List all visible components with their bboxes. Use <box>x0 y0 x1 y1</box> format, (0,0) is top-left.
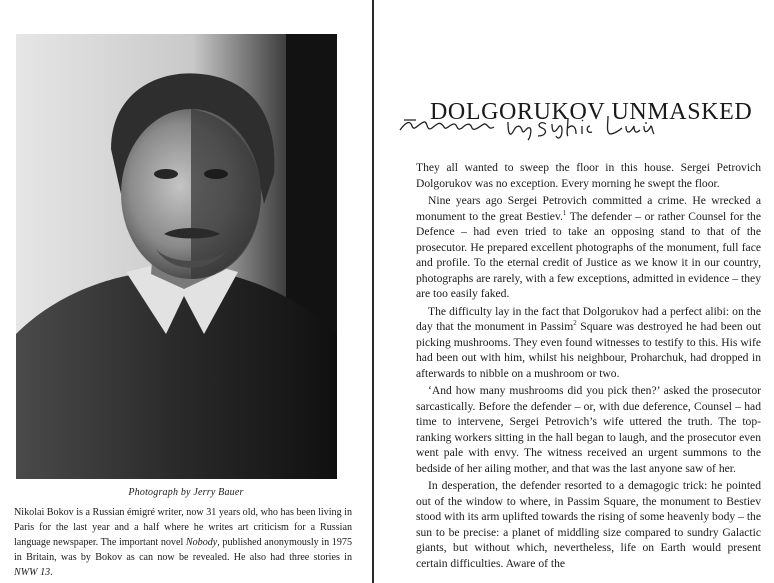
bio-text: , published anonymously in 1975 in Britain, was by Bokov as can now be revealed. He also had three stories in <box>14 537 352 563</box>
bio-text: . <box>50 567 53 578</box>
footnote-marker: 1 <box>562 208 567 217</box>
author-bio <box>14 505 352 580</box>
story-title: DOLGORUKOV UNMASKED <box>430 99 753 126</box>
handwritten-translator-note <box>396 112 656 142</box>
story-text <box>416 160 761 573</box>
paragraph-text: The defender – or rather Counsel for the Defence – had even tried to take an opposing stand to that of the prosecutor. He prepared excellent photographs of the monument, full face and profile. To the eternal credit of Justice as we know it in our country, photographs are rarely, with a few exceptions, admitted in evidence – they are too easily faked. <box>416 209 761 300</box>
paragraph <box>416 193 761 302</box>
paragraph: They all wanted to sweep the floor in this house. Sergei Petrovich Dolgorukov was no exception. Every morning he swept the floor. <box>416 161 761 190</box>
page-gutter <box>372 0 374 583</box>
paragraph-text: Square was destroyed he had been out picking mushrooms. They even found witnesses to testify to this. His wife had been out with him, whilst his neighbour, Proharchuk, had dropped in afterwards to nibble on a mushroom or two. <box>416 320 761 380</box>
photo-credit: Photograph by Jerry Bauer <box>128 487 244 498</box>
bio-issue-ref: NWW 13 <box>14 567 51 578</box>
footnote-marker: 2 <box>573 319 577 328</box>
author-portrait-image <box>16 34 337 479</box>
paragraph <box>416 304 761 382</box>
paragraph: In desperation, the defender resorted to a demagogic trick: he pointed out of the window to where, in Passim Square, the monument to Bestiev stood with its arm uplifted towards the rising of some heavenly body – the sun to be precise: a planet of middling size compared to sundry Galactic giants, but without which, nevertheless, life on Earth would present certain difficulties. Aware of the <box>416 479 761 570</box>
paragraph: ‘And how many mushrooms did you pick then?’ asked the prosecutor sarcastically. Before the defender – or, with due deference, Counsel – had time to intervene, Sergei Petrovich’s wife uttered the truth. The top-ranking workers sitting in the hall began to laugh, and the prosecutor even went pale with envy. The witness received an urgent summons to the bedside of her ailing mother, and that was the last anyone saw of her. <box>416 384 761 475</box>
left-page <box>0 0 372 583</box>
bio-text: Nikolai Bokov is a Russian émigré writer, now 31 years old, who has been living in Paris for the last year and a half where he writes art criticism for a Russian language newspaper. The important novel <box>14 507 352 548</box>
bio-novel-title: Nobody <box>185 537 218 548</box>
author-photo <box>16 34 337 479</box>
paragraph-text: The difficulty lay in the fact that Dolgorukov had a perfect alibi: on the day that the monument in Passim <box>416 304 761 333</box>
paragraph-text: Nine years ago Sergei Petrovich committed a crime. He wrecked a monument to the great Bestiev. <box>416 194 761 223</box>
